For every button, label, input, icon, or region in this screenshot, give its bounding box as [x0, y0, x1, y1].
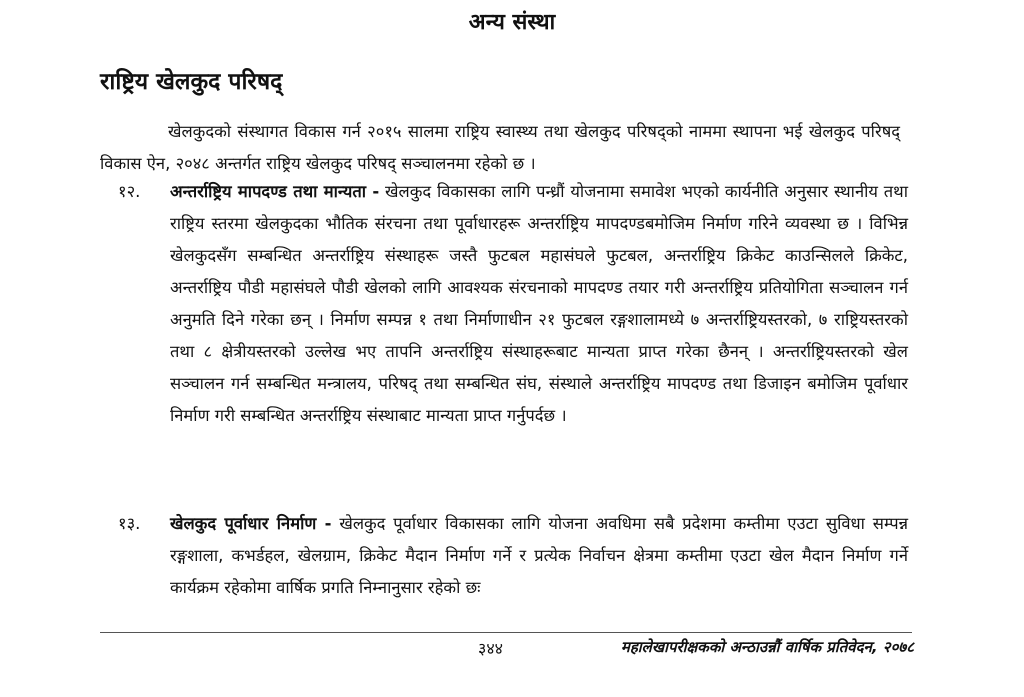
item-text: खेलकुद पूर्वाधार विकासका लागि योजना अवधिमा सबै प्रदेशमा कम्तीमा एउटा सुविधा सम्पन्न रङ्गशाला, कभर्डहल, खेलग्राम, क्रिकेट मैदान निर्माण गर्ने र प्रत्येक निर्वाचन क्षेत्रमा कम्तीमा एउटा खेल मैदान निर्माण गर्ने कार्यक्रम रहेकोमा वार्षिक प्रगति निम्नानुसार रहेको छः — [170, 514, 908, 597]
footer-divider — [100, 632, 912, 633]
intro-paragraph: खेलकुदको संस्थागत विकास गर्न २०१५ सालमा राष्ट्रिय स्वास्थ्य तथा खेलकुद परिषद्को नाममा स्थापना भई खेलकुद परिषद् विकास ऐन, २०४८ अन्तर्गत राष्ट्रिय खेलकुद परिषद् सञ्चालनमा रहेको छ । — [100, 122, 900, 173]
item-number: १३. — [118, 514, 141, 533]
item-number: १२. — [118, 182, 141, 201]
page-title: अन्य संस्था — [468, 10, 556, 35]
item-paragraph — [170, 176, 908, 432]
page-number: ३४४ — [478, 639, 503, 658]
item-heading: अन्तर्राष्ट्रिय मापदण्ड तथा मान्यता - — [170, 182, 380, 201]
item-paragraph — [170, 508, 908, 604]
section-heading: राष्ट्रिय खेलकुद परिषद् — [100, 69, 283, 95]
item-heading: खेलकुद पूर्वाधार निर्माण - — [170, 514, 332, 533]
item-text: खेलकुद विकासका लागि पन्ध्रौं योजनामा समावेश भएको कार्यनीति अनुसार स्थानीय तथा राष्ट्रिय स्तरमा खेलकुदका भौतिक संरचना तथा पूर्वाधारहरू अन्तर्राष्ट्रिय मापदण्डबमोजिम निर्माण गरिने व्यवस्था छ । विभिन्न खेलकुदसँग सम्बन्धित अन्तर्राष्ट्रिय संस्थाहरू जस्तै फुटबल महासंघले फुटबल, अन्तर्राष्ट्रिय क्रिकेट काउन्सिलले क्रिकेट, अन्तर्राष्ट्रिय पौडी महासंघले पौडी खेलको लागि आवश्यक संरचनाको मापदण्ड तयार गरी अन्तर्राष्ट्रिय प्रतियोगिता सञ्चालन गर्न अनुमति दिने गरेका छन् । निर्माण सम्पन्न १ तथा निर्माणाधीन २१ फुटबल रङ्गशालामध्ये ७ अन्तर्राष्ट्रियस्तरको, ७ राष्ट्रियस्तरको तथा ८ क्षेत्रीयस्तरको उल्लेख भए तापनि अन्तर्राष्ट्रिय संस्थाहरूबाट मान्यता प्राप्त गरेका छैनन् । अन्तर्राष्ट्रियस्तरको खेल सञ्चालन गर्न सम्बन्धित मन्त्रालय, परिषद् तथा सम्बन्धित संघ, संस्थाले अन्तर्राष्ट्रिय मापदण्ड तथा डिजाइन बमोजिम पूर्वाधार निर्माण गरी सम्बन्धित अन्तर्राष्ट्रिय संस्थाबाट मान्यता प्राप्त गर्नुपर्दछ । — [170, 182, 909, 425]
footer-title: महालेखापरीक्षकको अन्ठाउन्नौं वार्षिक प्रतिवेदन, २०७८ — [620, 638, 914, 656]
